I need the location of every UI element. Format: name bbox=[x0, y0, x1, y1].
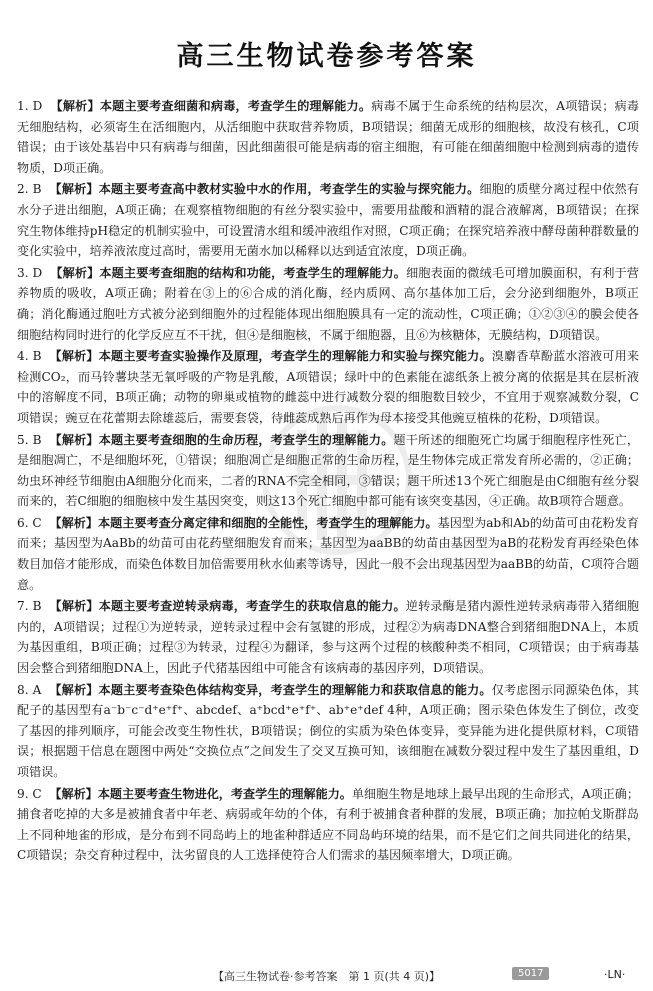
answer-list bbox=[17, 96, 639, 867]
answer-item-3 bbox=[17, 263, 639, 345]
answer-item-6 bbox=[17, 513, 639, 595]
answer-item-5 bbox=[17, 430, 639, 512]
analysis-tag: 【解析】 bbox=[49, 349, 99, 364]
answer-body: 仅考虑图示同源染色体，其配子的基因型有a⁻b⁻c⁻d⁺e⁺f⁺、abcdef、a⁺bcd⁺e⁺f⁺、ab⁺e⁺def 4种，A项正确；图示染色体发生了倒位，改变了基因的排列顺序，可能会改变生物性状，B项错误；倒位的实质为染色体变异，变异能为进化提供原材料，C项错误；根据题干信息在题图中两处“交换位点”之间发生了交叉互换可知，该细胞在减数分裂过程中发生了基因重组，D项错误。 bbox=[17, 682, 639, 779]
answer-body: 单细胞生物是地球上最早出现的生命形式，A项正确；捕食者吃掉的大多是被捕食者中年老、病弱或年幼的个体，有利于被捕食者种群的发展，B项正确；加拉帕戈斯群岛上不同种地雀的形成，是分布到不同岛屿上的地雀种群适应不同岛屿环境的结果，而不是它们之间共同进化的结果，C项错误；杂交育种过程中，汰劣留良的人工选择使符合人们需求的基因频率增大，D项正确。 bbox=[17, 786, 639, 863]
answer-item-9 bbox=[17, 784, 639, 866]
answer-number: 4. B bbox=[17, 349, 42, 364]
answer-number: 8. A bbox=[17, 682, 42, 697]
answer-number: 6. C bbox=[17, 515, 42, 530]
answer-focus: 本题主要考查高中教材实验中水的作用，考查学生的实验与探究能力。 bbox=[98, 182, 480, 197]
analysis-tag: 【解析】 bbox=[50, 99, 100, 113]
answer-focus: 本题主要考查逆转录病毒，考查学生的获取信息的能力。 bbox=[98, 599, 406, 614]
analysis-tag: 【解析】 bbox=[49, 599, 99, 614]
answer-focus: 本题主要考查细胞的结构和功能，考查学生的理解能力。 bbox=[99, 265, 407, 280]
answer-number: 2. B bbox=[17, 182, 42, 197]
answer-number: 9. C bbox=[17, 786, 42, 801]
analysis-tag: 【解析】 bbox=[50, 265, 100, 280]
answer-item-4 bbox=[17, 346, 639, 428]
analysis-tag: 【解析】 bbox=[49, 786, 98, 801]
answer-body: 细胞的质壁分离过程中依然有水分子进出细胞，A项正确；在观察植物细胞的有丝分裂实验中，需要用盐酸和酒精的混合液解离，B项错误；在探究生物体维持pH稳定的机制实验中，可设置清水组和缓冲液组作对照，C项正确；在探究培养液中酵母菌种群数量的变化实验中，培养液浓度过高时，需要用无菌水加以稀释以达到适宜浓度，D项正确。 bbox=[17, 182, 639, 259]
page-title: 高三生物试卷参考答案 bbox=[176, 41, 477, 72]
answer-number: 7. B bbox=[17, 599, 42, 614]
answer-item-1 bbox=[17, 96, 639, 178]
answer-focus: 本题主要考查分离定律和细胞的全能性，考查学生的理解能力。 bbox=[97, 515, 438, 530]
answer-number: 3. D bbox=[17, 265, 43, 280]
analysis-tag: 【解析】 bbox=[49, 432, 99, 447]
answer-body: 病毒不属于生命系统的结构层次，A项错误；病毒无细胞结构，必须寄生在活细胞内，从活细胞中获取营养物质，B项错误；细菌无成形的细胞核，故没有核孔，C项错误；由于该处基岩中只有病毒与细菌，因此细菌很可能是病毒的宿主细胞，有可能在细菌细胞中检测到病毒的遗传物质，D项正确。 bbox=[17, 99, 639, 175]
footer-page-info: 【高三生物试卷·参考答案 第 1 页(共 4 页)】 bbox=[212, 970, 441, 983]
analysis-tag: 【解析】 bbox=[49, 182, 99, 197]
answer-body: 溴麝香草酚蓝水溶液可用来检测CO₂，而马铃薯块茎无氧呼吸的产物是乳酸，A项错误；绿叶中的色素能在滤纸条上被分离的依据是其在层析液中的溶解度不同，B项正确；动物的卵巢或植物的雌蕊中进行减数分裂的细胞数目较少，不宜用于观察减数分裂，C项错误；豌豆在花蕾期去除雄蕊后，需要套袋，待雌蕊成熟后再作为母本接受其他豌豆植株的花粉，D项错误。 bbox=[17, 349, 639, 425]
footer-code-badge: 5017 bbox=[512, 967, 549, 980]
answer-body: 逆转录酶是猪内源性逆转录病毒带入猪细胞内的，A项错误；过程①为逆转录，逆转录过程中会有氢键的形成，过程②为病毒DNA整合到猪细胞DNA上，本质为基因重组，B项正确；过程③为转录，过程④为翻译，参与这两个过程的核酸种类不相同，C项错误；由于病毒基因会整合到猪细胞DNA上，因此子代猪基因组中可能含有该病毒的基因序列，D项错误。 bbox=[17, 599, 639, 676]
answer-focus: 本题主要考查实验操作及原理，考查学生的理解能力和实验与探究能力。 bbox=[98, 349, 492, 364]
answer-focus: 本题主要考查细菌和病毒，考查学生的理解能力。 bbox=[99, 99, 372, 113]
answer-item-7 bbox=[17, 596, 639, 678]
answer-focus: 本题主要考查染色体结构变异，考查学生的理解能力和获取信息的能力。 bbox=[98, 682, 492, 697]
answer-body: 基因型为ab和Ab的幼苗可由花粉发育而来；基因型为AaBb的幼苗可由花药壁细胞发育而来；基因型为aaBB的幼苗由基因型为aB的花粉发育再经染色体数目加倍才能形成，而染色体数目加倍需要用秋水仙素等诱导，因此一般不会出现基因型为aaBB的幼苗，C项符合题意。 bbox=[17, 515, 639, 592]
page-footer bbox=[0, 966, 653, 986]
answer-body: 题干所述的细胞死亡均属于细胞程序性死亡，是细胞凋亡，不是细胞坏死，①错误；细胞凋亡是细胞正常的生命历程，是生物体完成正常发育所必需的，②正确；幼虫环神经节细胞由A细胞分化而来，二者的RNA不完全相同，③错误；题干所述13个死亡细胞是由C细胞有丝分裂而来的，若C细胞的细胞核中发生基因突变，则这13个死亡细胞中都可能有该突变基因，④正确。故B项符合题意。 bbox=[17, 432, 639, 509]
answer-item-8 bbox=[17, 680, 639, 783]
answer-focus: 本题主要考查细胞的生命历程，考查学生的理解能力。 bbox=[98, 432, 394, 447]
answer-item-2 bbox=[17, 179, 639, 261]
answer-number: 1. D bbox=[17, 99, 43, 113]
analysis-tag: 【解析】 bbox=[49, 682, 99, 697]
analysis-tag: 【解析】 bbox=[49, 515, 98, 530]
answer-number: 5. B bbox=[17, 432, 42, 447]
footer-region: ·LN· bbox=[604, 968, 626, 981]
answer-focus: 本题主要考查生物进化，考查学生的理解能力。 bbox=[97, 786, 352, 801]
answer-body: 细胞表面的微绒毛可增加膜面积，有利于营养物质的吸收，A项正确；附着在③上的⑥合成的消化酶，经内质网、高尔基体加工后，会分泌到细胞外，B项正确；消化酶通过胞吐方式被分泌到细胞外的过程能体现出细胞膜具有一定的流动性，C项正确；①②③④的膜会使各细胞结构同时进行的化学反应互不干扰，但④是细胞核，不属于细胞器，且⑥为核糖体，无膜结构，D项错误。 bbox=[17, 265, 639, 342]
